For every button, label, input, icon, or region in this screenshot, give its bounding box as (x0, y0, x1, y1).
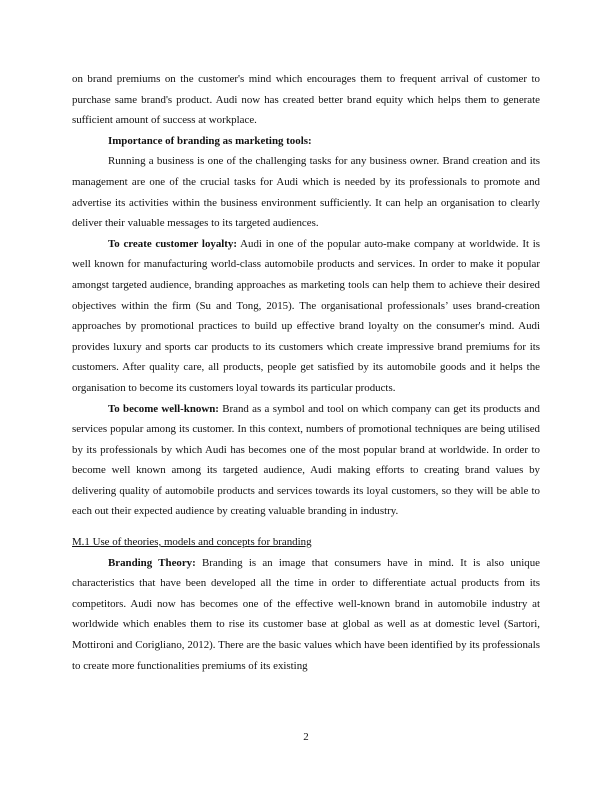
paragraph-continuation: on brand premiums on the customer's mind which encourages them to frequent arrival of customer to purchase same brand's product. Audi now has created better brand equity which helps them to generate sufficient amount of success at workplace. (72, 73, 540, 127)
section-heading-m1: M.1 Use of theories, models and concepts for branding (72, 536, 312, 549)
paragraph-running-business: Running a business is one of the challenging tasks for any business owner. Brand creation and its management are one of the crucial tasks for Audi which is needed by its professionals to promote and advertise its activities within the business environment sufficiently. It can help an organisation to clearly deliver their valuable messages to its targeted audiences. (72, 155, 540, 230)
lead-customer-loyalty: To create customer loyalty: (108, 237, 238, 250)
page-body (72, 69, 540, 676)
lead-well-known: To become well-known: (108, 402, 219, 415)
text-well-known: Brand as a symbol and tool on which company can get its products and services popular among its customer. In this context, numbers of promotional techniques are being utilised by its professionals by which Audi has becomes one of the most popular brand at worldwide. In order to become well known among its targeted audience, Audi making efforts to creating brand values by delivering quality of automobile products and services towards its loyal customers, so they will be able to each out their expected audience by creating valuable branding in industry. (72, 402, 540, 518)
lead-branding-theory: Branding Theory: (108, 556, 196, 569)
paragraph-customer-loyalty (72, 234, 540, 399)
text-branding-theory: Branding is an image that consumers have in mind. It is also unique characteristics that have been developed all the time in order to differentiate actual products from its competitors. Audi now has becomes one of the effective well-known brand in automobile industry at worldwide which enables them to rise its customer base at global as well as at domestic level (Sartori, Mottironi and Corigliano, 2012). There are the basic values which have been identified by its professionals to create more functionalities premiums of its existing (72, 556, 541, 672)
paragraph-well-known (72, 399, 540, 523)
page-number: 2 (303, 731, 309, 743)
paragraph-branding-theory (72, 553, 540, 677)
heading-branding-marketing-tools: Importance of branding as marketing tools: (108, 134, 312, 147)
text-customer-loyalty: Audi in one of the popular auto-make company at worldwide. It is well known for manufacturing world-class automobile products and services. In order to make it popular amongst targeted audience, branding approaches as marketing tools can help them to achieve their desired objectives within the firm (Su and Tong, 2015). The organisational professionals’ uses brand-creation approaches by promotional practices to build up effective brand loyalty on the consumer's mind. Audi provides luxury and sports car products to its customers which create impressive brand premiums for its customers. After quality care, all products, people get satisfied by its automobile goods and it helps the organisation to become its customers loyal towards its particular products. (72, 237, 541, 394)
